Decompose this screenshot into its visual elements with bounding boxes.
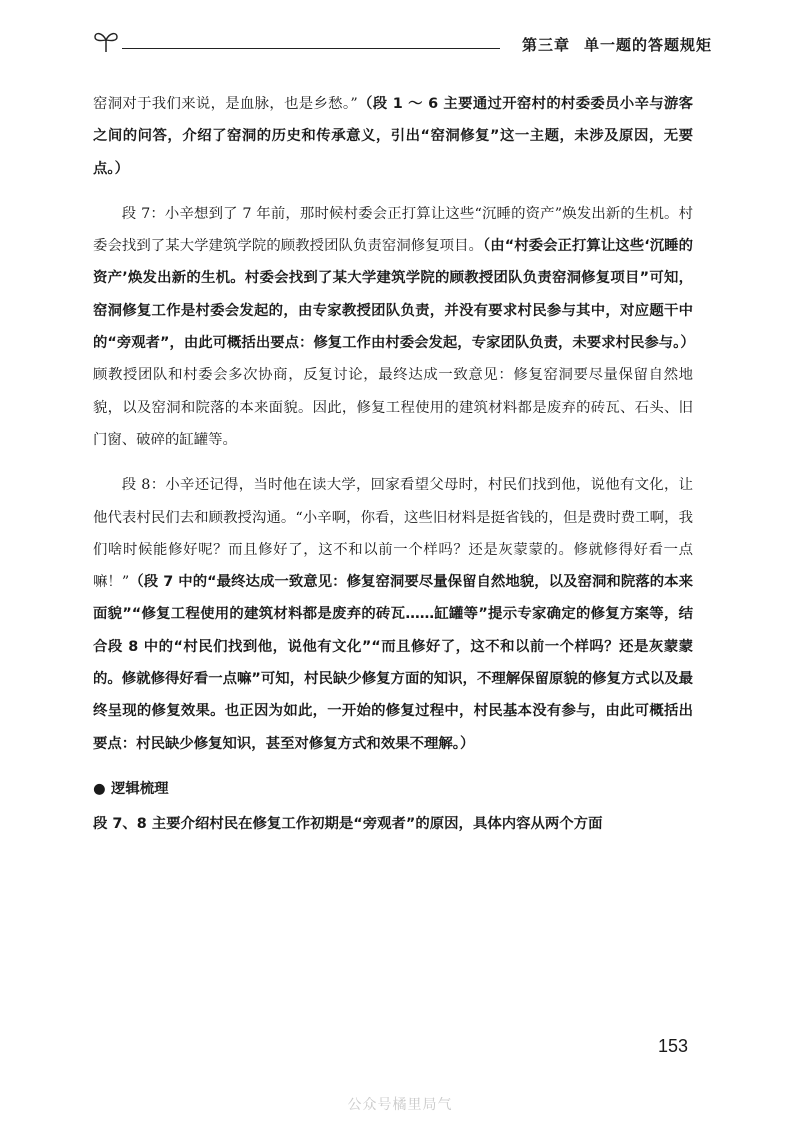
analysis-note: （段 1 ～ 6 主要通过开窑村的村委委员小辛与游客之间的问答，介绍了窑洞的历史和传承意义，引出“窑洞修复”这一主题，未涉及原因，无要点。） — [93, 96, 693, 177]
analysis-note: （由“村委会正打算让这些‘沉睡的资产’焕发出新的生机。村委会找到了某大学建筑学院的顾教授团队负责窑洞修复项目”可知，窑洞修复工作是村委会发起的，由专家教授团队负责，并没有要求村民参与其中，对应题干中的“旁观者”，由此可概括出要点：修复工作由村委会发起，专家团队负责，未要求村民参与。） — [93, 238, 695, 352]
paragraph — [93, 88, 693, 185]
body-text: 顾教授团队和村委会多次协商，反复讨论，最终达成一致意见：修复窑洞要尽量保留自然地貌，以及窑洞和院落的本来面貌。因此，修复工程使用的建筑材料都是废弃的砖瓦、石头、旧门窗、破碎的缸罐等。 — [93, 367, 693, 448]
closing-paragraph: 段 7、8 主要介绍村民在修复工作初期是“旁观者”的原因，具体内容从两个方面 — [93, 816, 603, 833]
bullet-icon: ● — [93, 780, 106, 797]
section-heading — [93, 773, 693, 805]
body-text: 窑洞对于我们来说，是血脉，也是乡愁。” — [93, 96, 358, 112]
analysis-note: （段 7 中的“最终达成一致意见：修复窑洞要尽量保留自然地貌，以及窑洞和院落的本来面貌”“修复工程使用的建筑材料都是废弃的砖瓦……缸罐等”提示专家确定的修复方案等，结合段 8 中的“村民们找到他，说他有文化”“而且修好了，这不和以前一个样吗？还是灰蒙蒙的。修就修得好看一点嘛”可知，村民缺少修复方面的知识，不理解保留原貌的修复方式以及最终呈现的修复效果。也正因为如此，一开始的修复过程中，村民基本没有参与，由此可概括出要点：村民缺少修复知识，甚至对修复方式和效果不理解。） — [93, 574, 693, 752]
section-heading-text: 逻辑梳理 — [111, 780, 169, 797]
watermark: 公众号橘里局气 — [347, 1097, 453, 1113]
chapter-title: 单一题的答题规矩 — [583, 36, 712, 54]
sprout-icon — [92, 28, 120, 54]
paragraph — [93, 469, 693, 760]
body-text: 段 7：小辛想到了 7 年前，那时候村委会正打算让这些“沉睡的资产”焕发出新的生机。村委会找到了某大学建筑学院的顾教授团队负责窑洞修复项目。 — [93, 205, 693, 255]
page-header — [92, 26, 712, 60]
chapter-heading — [522, 34, 712, 55]
paragraph — [93, 198, 693, 456]
page-number: 153 — [657, 1036, 688, 1056]
page-body — [93, 88, 693, 841]
header-rule — [122, 48, 500, 49]
chapter-number: 第三章 — [521, 36, 570, 54]
body-text: 段 8：小辛还记得，当时他在读大学，回家看望父母时，村民们找到他，说他有文化，让他代表村民们去和顾教授沟通。“小辛啊，你看，这些旧材料是挺省钱的，但是费时费工啊，我们啥时候能修好呢？而且修好了，这不和以前一个样吗？还是灰蒙蒙的。修就修得好看一点嘛！” — [93, 477, 693, 591]
